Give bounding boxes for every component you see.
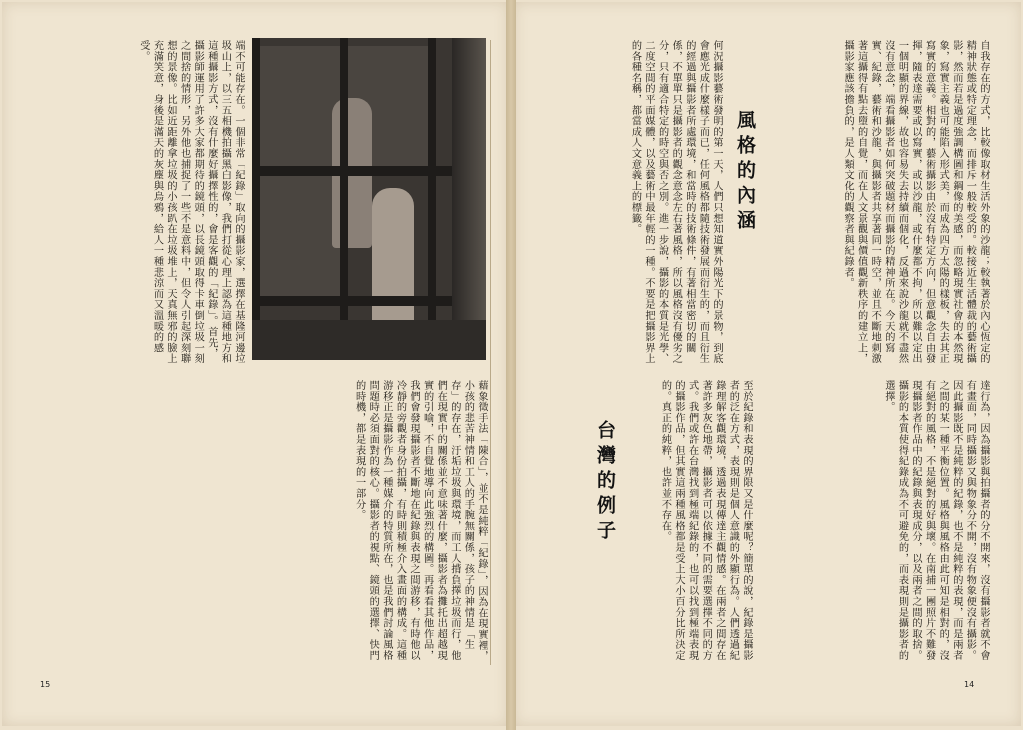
window-frame bbox=[252, 38, 260, 360]
left-caption-inline: 端不可能存在。一個非常「紀錄」取向的攝影家，選擇在基隆河邊垃圾山上，以三五相機拍攝黑白影像，我們打從心理上認為這種地方和這種攝影方式，沒有什麼好攝擇性的，會是客觀的「紀錄」。首先，攝影師運用了許多大家都期待的鏡頭，以長鏡頭取得卡車倒垃圾一刻之間捨的情形，另外他也捕捉了一些不是意料中，但令人引起深刻聯想的景像。比如近距離拿垃圾的小孩趴在垃圾堆上，天真無邪的臉上充滿笑意，身後是滿天的灰塵與烏鴉，給人一種悲涼而又溫暖的感受。 bbox=[137, 40, 244, 364]
window-pane bbox=[260, 46, 340, 166]
left-top-article-text bbox=[20, 40, 245, 365]
wall-edge bbox=[452, 38, 486, 360]
child-figure bbox=[372, 188, 414, 328]
window-frame bbox=[252, 166, 452, 176]
right-top-article-text: 自我存在的方式，比較像取材生活外象的沙龍；較執著於內心恆定的精神狀態或特定理念，而排斥一般較受的。較接近生活體裁的藝術攝影，然而若是過度強調構圖和鋼像的美感，而忽略現實社會的本然現象，寫實主義也可能陷入形式美，而成為四方太陽的樣板，失去其正寫實的意義。相對的，藝術攝影由於沒有特定方向，但意觀念自由發揮，隨表達需要或以寫實，或以沙龍，或什麼都不拘，所以難以定出一個明顯的界線，故也容易失去持續而個化，反過來說沙龍就不盡然沒有意念，端看攝影者如何突破題材而攝影的精神所在。今天的寫實、紀錄，藝術和沙龍，與攝影者共享著同一時空，並且不斷地刺激著這攝得有點去墮的自覺，而在人文景觀與價值觀新秩序的建立上，攝影家應該擔負的，是人類文化的觀察者與紀錄者。 bbox=[842, 40, 989, 364]
floor-shadow bbox=[252, 320, 486, 360]
window-frame bbox=[340, 38, 348, 360]
left-bottom-article-text: 藉象徵手法「陳合」，並不是純粹「紀錄」，因為在現實裡，小孩的悲苦神情和工人的手腕無關係，孩子的神情是「生存」的存在，汙垢垃圾與環境，而工人揹負擇垃圾而行，他們在現實中的關係並不意味著什麼，攝影者為攤托出超越現實的引喻，不自覺地導向此強烈的構圖。再看看其他作品，我們會發現攝影者不斷地在紀錄與表現之間游移，有時他以冷靜的旁觀者身份拍攝，有時則積極介入畫面的構成。這種游移正是攝影作為一種媒介的特質所在，也是我們討論風格問題時必須面對的核心。攝影者的視點、鏡頭的選擇、快門的時機，都是表現的一部分。 bbox=[353, 380, 487, 662]
right-style-article-text: 何況攝影藝術發明的第一天，人們只想知道實外陽光下的景物，到底會應光成什麼樣子而已，任何風格都隨技術發展而衍生的，而且衍生的經過與攝影者所處環境，和當時的技術條件，有著相當密切的關係，不單單只是攝影者的觀念意念左右著風格，所以風格沒有優劣之分，只有適合特定的時空與否之別。進一步說，攝影的本質是光學、二度空間的平面媒體，以及藝術中最年輕的一種。不要是把攝影界上的各種名稱，都當成人文意義上的標籤。 bbox=[629, 40, 722, 364]
window-frame bbox=[252, 296, 452, 306]
right-taiwan-article-text: 至於紀錄和表現的界限又是什麼呢？簡單的說，紀錄是攝影者的泛在方式，表現則是個人意識的外顯行為。人們透過紀錄理解客觀環境，透過表現傳達主觀情感。在兩者之間存在著許多灰色地帶，攝影者可以依據不同的需要選擇不同的方式。我們或許在台灣找到極端紀錄的，也可以找到極端表現的攝影作品，但其實這兩種風格都是受上大小百分比所決定的。真正的純粹，也許並不存在。 bbox=[659, 380, 752, 661]
page-number-right: 14 bbox=[964, 680, 975, 689]
documentary-photo bbox=[252, 38, 486, 360]
page-gutter bbox=[506, 0, 516, 730]
window-pane bbox=[260, 176, 340, 296]
heading-taiwan-examples: 台灣的例子 bbox=[594, 420, 616, 545]
page-number-left: 15 bbox=[40, 680, 51, 689]
window-frame bbox=[428, 38, 436, 360]
heading-style-content: 風格的內涵 bbox=[734, 110, 756, 235]
column-rule bbox=[490, 40, 491, 665]
right-bottom-article-text: 達行為，因為攝影與拍攝者的分不開來，沒有攝影者就不會有畫面，同時攝影又與物象分不開，沒有物象便沒有攝影。因此攝影既不是純粹的紀錄，也不是純粹的表現，而是兩者之間的某一種平衡位置。風格與風格由此可知是相對的，沒有絕對的風格，不是絕對的好與壞。在南捕一團照片不難發現攝影者作品中的紀錄與表現成分，以及兩者之間的取捨。攝影的本質使得紀錄成為不可避免的，而表現則是攝影者的選擇。 bbox=[882, 380, 989, 661]
